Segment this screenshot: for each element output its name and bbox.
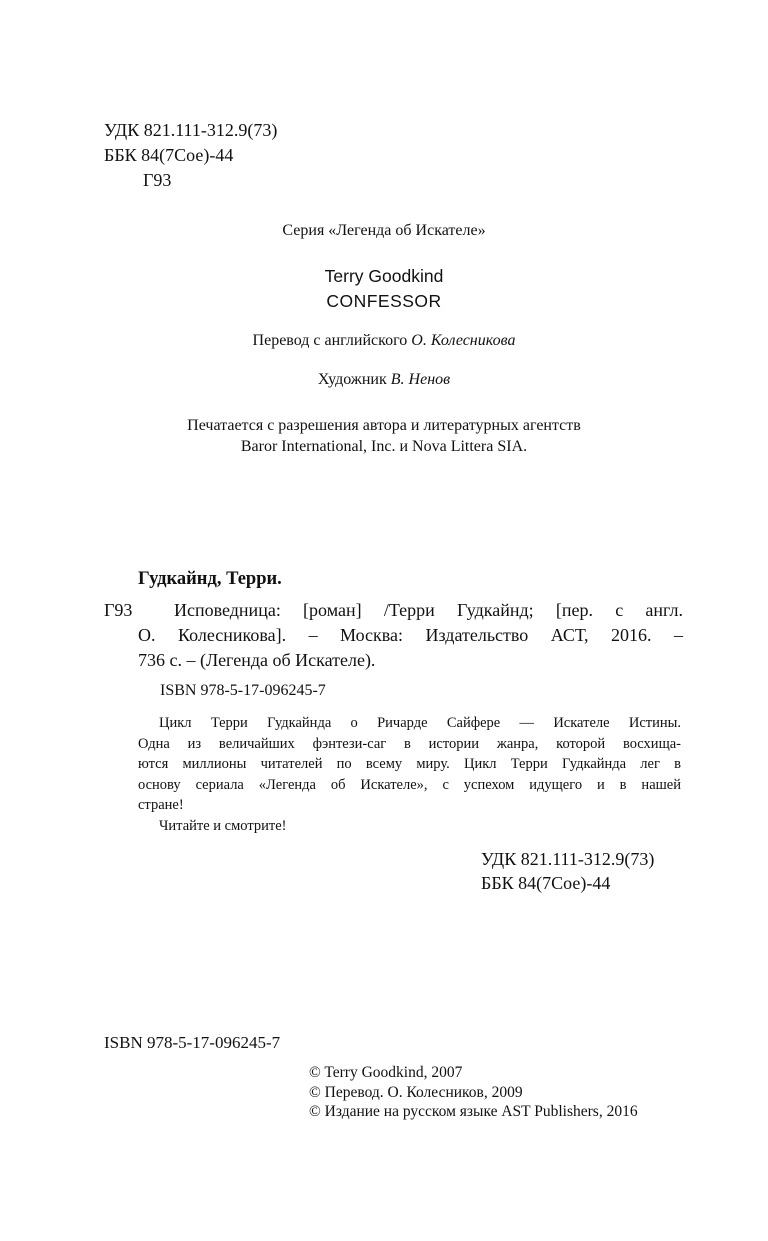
annotation-line-4: основу сериала «Легенда об Искателе», с успехом идущего и в нашей bbox=[138, 776, 681, 793]
bbk-code: ББК 84(7Сое)-44 bbox=[104, 145, 234, 165]
copyright-line-1: © Terry Goodkind, 2007 bbox=[309, 1064, 463, 1081]
original-title: CONFESSOR bbox=[326, 291, 442, 311]
bbk-code-bottom: ББК 84(7Сое)-44 bbox=[481, 873, 611, 893]
annotation-line-3: ются миллионы читателей по всему миру. Цикл Терри Гудкайнда лег в bbox=[138, 756, 681, 773]
udk-code: УДК 821.111-312.9(73) bbox=[104, 120, 278, 140]
translator-name: О. Колесникова bbox=[411, 332, 516, 349]
isbn-bottom: ISBN 978-5-17-096245-7 bbox=[104, 1033, 281, 1052]
artist-line bbox=[0, 371, 768, 389]
copyright-line-3: © Издание на русском языке AST Publishers, 2016 bbox=[309, 1103, 638, 1120]
bib-line-1: Исповедница: [роман] /Терри Гудкайнд; [пер. с англ. bbox=[174, 600, 683, 620]
annotation bbox=[138, 713, 681, 837]
copyright-line-2: © Перевод. О. Колесников, 2009 bbox=[309, 1084, 523, 1101]
original-author: Terry Goodkind bbox=[324, 266, 444, 286]
annotation-line-2: Одна из величайших фэнтези-саг в истории жанра, которой восхища- bbox=[138, 735, 681, 752]
bib-isbn: ISBN 978-5-17-096245-7 bbox=[160, 682, 326, 699]
author-mark: Г93 bbox=[143, 170, 172, 190]
permission-line-2: Baror International, Inc. и Nova Littera SIA. bbox=[240, 438, 528, 455]
translation-line bbox=[0, 332, 768, 350]
annotation-line-1: Цикл Терри Гудкайнда о Ричарде Сайфере — Искателе Истины. bbox=[159, 715, 681, 731]
artist-prefix: Художник bbox=[317, 371, 387, 388]
annotation-line-6: Читайте и смотрите! bbox=[159, 817, 287, 834]
bib-mark: Г93 bbox=[104, 600, 133, 620]
permission-line-1: Печатается с разрешения автора и литературных агентств bbox=[187, 417, 581, 434]
translation-prefix: Перевод с английского bbox=[252, 332, 408, 349]
series-line: Серия «Легенда об Искателе» bbox=[282, 222, 486, 239]
artist-name: В. Ненов bbox=[390, 371, 451, 388]
bib-line-3: 736 с. – (Легенда об Искателе). bbox=[138, 650, 376, 670]
annotation-line-5: стране! bbox=[138, 797, 184, 814]
udk-code-bottom: УДК 821.111-312.9(73) bbox=[481, 849, 655, 869]
bib-line-2: О. Колесникова]. – Москва: Издательство АСТ, 2016. – bbox=[138, 625, 683, 645]
author-heading: Гудкайнд, Терри. bbox=[138, 569, 282, 589]
